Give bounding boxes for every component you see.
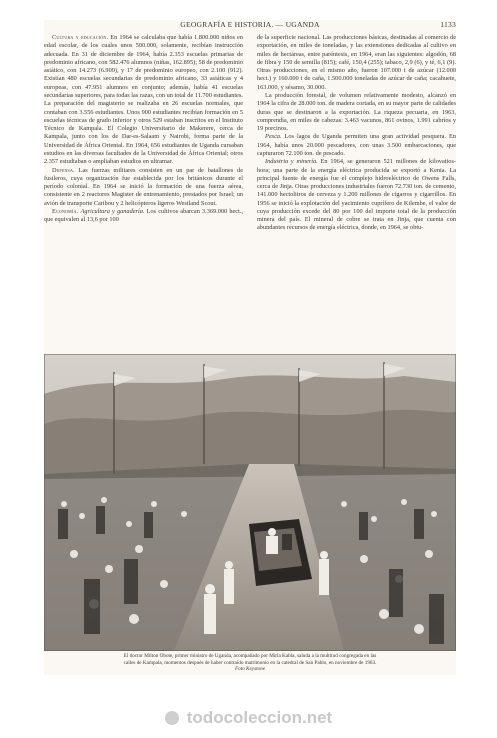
photo-credit: Foto Keystone	[234, 666, 266, 673]
text-columns	[44, 34, 456, 350]
left-column	[44, 34, 243, 350]
paragraph-text: Los lagos de Uganda permiten una gran actividad pesquera. En 1964, había unos 20.000 pescadores, con unas 3.500 embarcaciones, que capturaron 72.100 ton. de pescado.	[257, 133, 456, 157]
paragraph-forestry	[257, 92, 456, 133]
running-head	[44, 20, 456, 32]
running-head-title: GEOGRAFÍA E HISTORIA. — UGANDA	[180, 20, 320, 29]
paragraph-education	[44, 34, 243, 167]
paragraph-defense	[44, 167, 243, 208]
paragraph-text: Las fuerzas militares consisten en un par de batallones de fusileros, cuya organización fue establecida por los británicos durante el período colonial. En 1964 se inició la formación de una fuerza aérea, consistente en 2 reactores Magister de entrenamiento, prestados por Israel; un avión de transporte Caribou y 2 helicópteros ligeros Westland Scout.	[44, 166, 243, 207]
paragraph-text: de la superficie nacional. Las producciones básicas, destinadas al comercio de exportación, en miles de toneladas, y las extensiones dedicadas al cultivo en miles de hectáreas, entre paréntesis, en 1964, eran las siguientes: algodón, 68 de fibra y 150 de semilla (815); café, 150,4 (255); tabaco, 2,9 (6), y té, 6,1 (9). Otras producciones, en el mismo año, fueron 107.000 t de azúcar (12.000 hect.) y 160.000 t de caña, 1.500.000 toneladas de azúcar de caña; cacahuete, 163.000, y sésamo, 30.000.	[257, 34, 456, 91]
paragraph-industry	[257, 158, 456, 233]
page-number: 1133	[440, 20, 456, 29]
paragraph-text: En 1964, se generaron 521 millones de kilovatios-hora; una parte de la energía eléctrica producida se exportó a Kenia. La principal fuente de energía fue el complejo hidroeléctrico de Owens Falls, cerca de Jinja. Otras producciones industriales fueron 72.730 ton. de cemento, 141.000 hectolitros de cerveza y 1.200 millones de cigarros y cigarrillos. En 1956 se inició la explotación del yacimiento cuprífero de Kilembe, el valor de cuya producción excede del 80 por 100 del importe total de la producción minera del país. El mineral de cobre se trata en Jinja, que cuenta con abundantes recursos de energía eléctrica, donde, en 1964, se obtu-	[257, 158, 456, 232]
watermark	[0, 706, 497, 730]
paragraph-subhead: Pesca.	[265, 133, 282, 141]
paragraph-fishing	[257, 133, 456, 158]
right-column	[257, 34, 456, 350]
photo-caption	[44, 653, 456, 673]
paragraph-subhead: Agricultura y ganadería.	[80, 207, 145, 215]
paragraph-text: Los cultivos abarcan 3.369.000 hect., que equivalen al 13,6 por 100	[44, 207, 243, 224]
watermark-text: todocoleccion.net	[186, 708, 333, 727]
paragraph-lead: Cultura y educación.	[52, 34, 109, 41]
caption-line: El doctor Milton Obote, primer ministro de Uganda, acompañado por Mirla Kabla, saluda a la multitud congregada en las	[123, 653, 377, 659]
paragraph-agriculture-cont	[257, 34, 456, 92]
paragraph-text: En 1964 se calculaba que había 1.800.000 niños en edad escolar, de los cuales unos 500.000, solamente, recibían instrucción adecuada. En 31 de diciembre de 1964, había 2.353 escuelas primarias de predominio africano, con 582.476 alumnos (niñas, 162.895); 58 de predominio asiático, con 14.273 (6.909), y 17 de predominio europeo, con 2.100 (912). Existían 480 escuelas secundarias de predominio africano, 33 asiáticas y 4 europeas, con 47.951 alumnos en conjunto; además, había 41 escuelas secundarias superiores, para todas las razas, con un total de 11.700 estudiantes. La preparación del magisterio se realizaba en 26 escuelas normales, que contaban con 3.556 estudiantes. Unos 900 estudiantes recibían formación en 5 escuelas técnicas de grado inferior y otros 529 estaban inscritos en el Instituto Técnico de Kampala. El Colegio Universitario de Makerere, cerca de Kampala, junto con los de Dar-es-Salaam y Nairobi, forma parte de la Universidad de África Oriental. En 1964, 656 estudiantes de Uganda cursaban estudios en las diversas facultades de la Universidad de África Oriental; otros 2.357 estudiaban o ampliaban estudios en ultramar.	[44, 34, 243, 166]
news-photograph	[44, 354, 456, 651]
paragraph-economy	[44, 208, 243, 225]
paragraph-subhead: Industria y minería.	[265, 158, 318, 166]
watermark-logo-icon	[165, 711, 179, 725]
caption-line: calles de Kampala, momentos después de haber contraído matrimonio en la catedral de San Pablo, en noviembre de 1963.	[123, 659, 377, 666]
book-page	[44, 20, 456, 675]
paragraph-text: La producción forestal, de volumen relativamente modesto, alcanzó en 1964 la cifra de 28.000 ton. de madera cortada, en su mayor parte de calidades duras que se destinaron a la exportación. La riqueza pecuaria, en 1963, comprendía, en miles de cabezas: 3.463 vacunos, 861 ovinos, 1.991 cabríos y 19 porcinos.	[257, 91, 456, 133]
paragraph-lead: Economía.	[52, 207, 79, 215]
photo-illustration	[44, 354, 456, 651]
paragraph-lead: Defensa.	[52, 166, 75, 174]
